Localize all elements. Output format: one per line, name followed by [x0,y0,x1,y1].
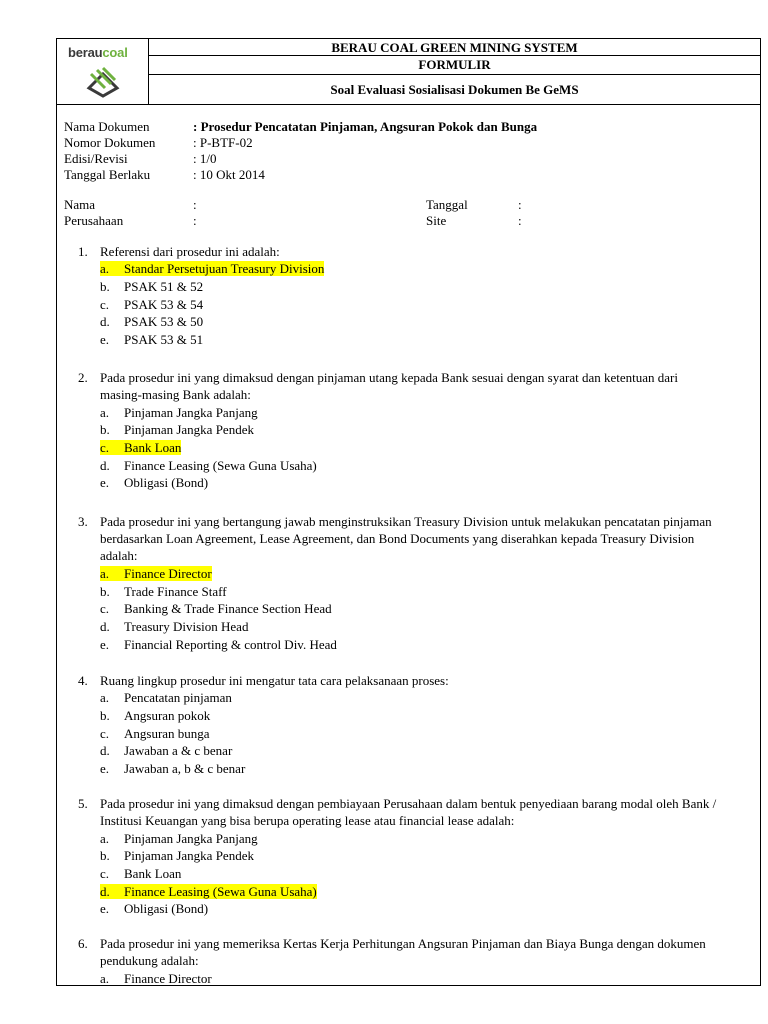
nama-label: Nama [64,197,96,212]
meta-value: : Prosedur Pencatatan Pinjaman, Angsuran Pokok dan Bunga [193,119,538,134]
option-text: Bank Loan [124,440,182,455]
option-text: Pinjaman Jangka Pendek [124,422,254,438]
option-letter: a. [100,970,110,986]
option-letter: e. [100,475,110,491]
option-text: Obligasi (Bond) [124,901,209,917]
option-text: Financial Reporting & control Div. Head [124,636,337,652]
highlighted-answer [100,440,181,455]
question-number: 4. [78,673,88,688]
option-letter: d. [100,314,110,330]
answer-option [100,884,317,900]
option-text: Pencatatan pinjaman [124,690,232,706]
answer-option [100,566,212,582]
option-text: Standar Persetujuan Treasury Division [124,261,325,277]
answer-option [100,637,337,653]
question-text: Pada prosedur ini yang bertangung jawab menginstruksikan Treasury Division untuk melakukan pencatatan pinjaman berdasarkan Loan Agreement, Lease Agreement, dan Bond Documents yang diserahkan kepada Treasury Division adalah: [100,514,712,563]
answer-option [100,297,203,313]
meta-label: Tanggal Berlaku [64,167,151,182]
option-letter: b. [100,708,110,723]
answer-text [100,708,210,723]
option-letter: c. [100,296,110,312]
answer-text [100,422,254,437]
option-text: Finance Leasing (Sewa Guna Usaha) [124,883,317,899]
answer-option [100,279,203,295]
option-text: Finance Director [124,970,212,986]
option-text: Jawaban a & c benar [124,743,233,759]
answer-text [100,848,254,863]
answer-option [100,475,208,491]
option-text: Angsuran bunga [124,725,210,741]
answer-text [100,332,203,347]
answer-option [100,708,210,724]
question-text: Ruang lingkup prosedur ini mengatur tata cara pelaksanaan proses: [100,673,449,688]
meta-value: : 1/0 [193,151,217,166]
option-letter: e. [100,636,110,652]
option-letter: a. [100,261,110,277]
highlighted-answer [100,884,317,899]
meta-label: Nama Dokumen [64,119,150,134]
answer-option [100,601,332,617]
answer-option [100,440,181,456]
answer-text [100,458,317,473]
answer-option [100,743,232,759]
answer-text [100,601,332,616]
option-letter: d. [100,883,110,899]
highlighted-answer [100,566,212,581]
logo-cell [56,38,149,105]
option-text: Pinjaman Jangka Panjang [124,404,258,420]
option-letter: a. [100,565,110,581]
answer-text [100,901,208,916]
option-letter: c. [100,725,110,741]
answer-text [100,637,337,652]
answer-text [100,866,181,881]
meta-value: : P-BTF-02 [193,135,253,150]
option-letter: d. [100,619,110,634]
option-text: Finance Leasing (Sewa Guna Usaha) [124,457,317,473]
option-text: PSAK 51 & 52 [124,279,204,294]
option-text: Finance Director [124,565,212,581]
option-letter: b. [100,422,110,438]
answer-option [100,458,317,474]
answer-option [100,971,212,987]
meta-label: Nomor Dokumen [64,135,156,150]
option-text: Angsuran pokok [124,708,211,723]
answer-text [100,761,245,776]
answer-option [100,584,227,600]
answer-option [100,261,324,277]
question-text: Pada prosedur ini yang dimaksud dengan pinjaman utang kepada Bank sesuai dengan syarat dan ketentuan dari masing-masing Bank adalah: [100,370,678,402]
answer-text [100,475,208,490]
answer-option [100,761,245,777]
question-text: Pada prosedur ini yang dimaksud dengan pembiayaan Perusahaan dalam bentuk penyediaan barang modal oleh Bank / Institusi Keuangan yang bisa berupa operating lease atau financial lease adalah: [100,796,717,828]
option-text: Jawaban a, b & c benar [124,761,246,777]
question-number: 3. [78,514,88,529]
answer-option [100,332,203,348]
question-number: 6. [78,936,88,951]
brand-part2: coal [102,45,128,60]
answer-option [100,405,258,421]
question-number: 5. [78,796,88,811]
option-text: Obligasi (Bond) [124,475,209,491]
perusahaan-label: Perusahaan [64,213,124,228]
option-letter: c. [100,440,110,455]
answer-text [100,279,203,294]
option-letter: a. [100,690,110,706]
answer-text [100,831,258,846]
option-letter: c. [100,601,110,617]
answer-text [100,726,210,741]
option-text: Pinjaman Jangka Pendek [124,848,254,864]
option-text: Pinjaman Jangka Panjang [124,830,258,846]
answer-option [100,901,208,917]
option-text: Treasury Division Head [124,619,249,634]
answer-option [100,866,181,882]
option-letter: b. [100,848,110,864]
meta-label: Edisi/Revisi [64,151,128,166]
option-text: PSAK 53 & 51 [124,332,204,348]
answer-text [100,314,203,329]
site-field: : [518,213,522,228]
answer-text [100,690,232,705]
option-text: Trade Finance Staff [124,583,227,599]
header-form-title: Soal Evaluasi Sosialisasi Dokumen Be GeMS [148,74,761,105]
option-letter: b. [100,583,110,599]
highlighted-answer [100,261,324,276]
option-text: PSAK 53 & 50 [124,314,204,330]
answer-text [100,971,212,986]
answer-text [100,405,258,420]
answer-option [100,619,248,635]
brand-part1: berau [68,45,103,60]
answer-option [100,314,203,330]
answer-text [100,584,227,599]
berau-coal-logo-icon [83,66,123,98]
answer-option [100,848,254,864]
option-letter: e. [100,901,110,917]
header-form-label: FORMULIR [148,55,761,75]
answer-option [100,831,258,847]
option-letter: b. [100,279,110,294]
answer-text [100,619,248,634]
tanggal-field: : [518,197,522,212]
option-letter: e. [100,761,110,777]
option-text: PSAK 53 & 54 [124,296,204,312]
option-letter: a. [100,830,110,846]
nama-field: : [193,197,197,212]
option-text: Bank Loan [124,866,182,881]
question-number: 2. [78,370,88,385]
meta-value: : 10 Okt 2014 [193,167,265,182]
question-text: Referensi dari prosedur ini adalah: [100,244,280,259]
site-label: Site [426,213,447,228]
tanggal-label: Tanggal [426,197,468,212]
answer-text [100,297,203,312]
question-text: Pada prosedur ini yang memeriksa Kertas Kerja Perhitungan Angsuran Pinjaman dan Biaya Bunga dengan dokumen pendukung adalah: [100,936,706,968]
option-letter: e. [100,332,110,348]
perusahaan-field: : [193,213,197,228]
answer-option [100,726,210,742]
option-letter: a. [100,404,110,420]
option-letter: c. [100,866,110,881]
option-letter: d. [100,457,110,473]
answer-option [100,422,254,438]
brand-logo-text [68,45,128,60]
answer-option [100,690,232,706]
question-number: 1. [78,244,88,259]
option-text: Banking & Trade Finance Section Head [124,601,332,617]
answer-text [100,743,232,758]
option-letter: d. [100,743,110,759]
header-system-title: BERAU COAL GREEN MINING SYSTEM [148,38,761,56]
